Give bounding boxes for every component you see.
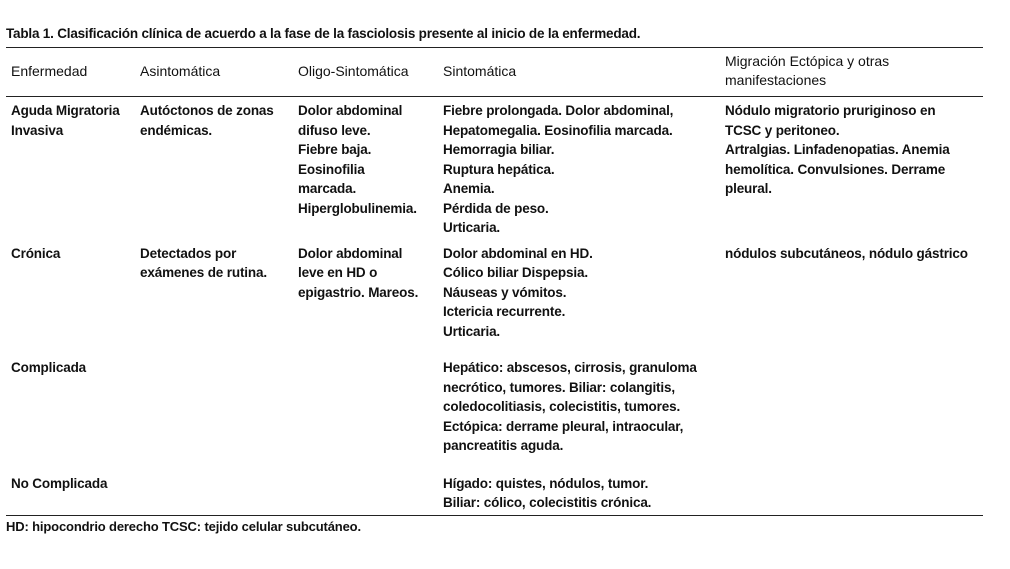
cell-enfermedad [6,358,135,474]
cell-line: pancreatitis aguda. [443,438,564,453]
cell-line: Dolor abdominal en HD. [443,245,593,261]
cell-line: Náuseas y vómitos. [443,284,567,300]
cell-line: nódulos subcutáneos, nódulo gástrico [725,245,968,261]
cell-line: Crónica [11,245,61,261]
cell-oligo-sintomatica [293,358,438,474]
table-caption: Tabla 1. Clasificación clínica de acuerdo a la fase de la fasciolosis presente al inicio de la enfermedad. [6,26,641,41]
cell-line: leve en HD o [298,265,378,280]
cell-oligo-sintomatica [293,97,438,244]
cell-line: Aguda Migratoria [11,103,120,118]
header-oligo-sintomatica: Oligo-Sintomática [293,48,438,97]
cell-line: marcada. [298,181,357,196]
cell-line: Fiebre baja. [298,142,372,157]
cell-line: Hepático: abscesos, cirrosis, granuloma [443,360,697,375]
cell-migracion-ectopica [720,97,983,244]
header-line: Migración Ectópica y otras [725,53,890,69]
header-row [6,48,983,97]
cell-migracion-ectopica [720,358,983,474]
cell-line: Anemia. [443,181,495,196]
cell-line: Urticaria. [443,220,501,235]
header-migracion-ectopica [720,48,983,97]
cell-line: Eosinofilia [298,161,365,177]
cell-line: Urticaria. [443,323,501,339]
cell-enfermedad [6,97,135,244]
cell-line: Ruptura hepática. [443,161,555,177]
cell-line: No Complicada [11,475,108,491]
cell-line: Pérdida de peso. [443,200,549,216]
classification-table [6,47,983,516]
cell-sintomatica [438,358,720,474]
header-asintomatica: Asintomática [135,48,293,97]
cell-line: Hemorragia biliar. [443,142,555,157]
header-sintomatica: Sintomática [438,48,720,97]
cell-asintomatica [135,358,293,474]
table-row [6,358,983,474]
cell-line: Dolor abdominal [298,245,403,261]
cell-asintomatica [135,244,293,359]
cell-sintomatica [438,474,720,516]
table-row [6,474,983,516]
table-row [6,97,983,244]
cell-line: epigastrio. Mareos. [298,284,419,300]
cell-asintomatica [135,474,293,516]
cell-line: Dolor abdominal [298,103,403,118]
cell-sintomatica [438,244,720,359]
cell-line: necrótico, tumores. Biliar: colangitis, [443,379,675,395]
header-line: manifestaciones [725,72,827,88]
cell-migracion-ectopica [720,244,983,359]
cell-line: Invasiva [11,122,64,138]
cell-sintomatica [438,97,720,244]
cell-line: hemolítica. Convulsiones. Derrame [725,161,946,177]
cell-line: Cólico biliar Dispepsia. [443,265,588,280]
cell-line: Hiperglobulinemia. [298,200,417,216]
cell-asintomatica [135,97,293,244]
cell-line: Ictericia recurrente. [443,304,566,319]
cell-oligo-sintomatica [293,244,438,359]
table-footnote: HD: hipocondrio derecho TCSC: tejido celular subcutáneo. [6,518,361,534]
cell-line: Fiebre prolongada. Dolor abdominal, [443,103,674,118]
cell-line: Biliar: cólico, colecistitis crónica. [443,495,652,510]
cell-line: pleural. [725,181,772,196]
cell-migracion-ectopica [720,474,983,516]
header-enfermedad: Enfermedad [6,48,135,97]
cell-line: Hepatomegalia. Eosinofilia marcada. [443,122,673,138]
table-row [6,244,983,359]
cell-enfermedad [6,474,135,516]
cell-line: Ectópica: derrame pleural, intraocular, [443,418,684,434]
cell-oligo-sintomatica [293,474,438,516]
cell-line: Hígado: quistes, nódulos, tumor. [443,475,649,491]
cell-line: Nódulo migratorio pruriginoso en [725,103,936,118]
cell-line: TCSC y peritoneo. [725,122,840,138]
cell-line: exámenes de rutina. [140,265,267,280]
cell-line: Artralgias. Linfadenopatias. Anemia [725,142,950,157]
cell-enfermedad [6,244,135,359]
cell-line: coledocolitiasis, colecistitis, tumores. [443,399,681,414]
cell-line: Complicada [11,360,87,375]
cell-line: Detectados por [140,245,237,261]
table-container [6,26,983,534]
cell-line: difuso leve. [298,122,371,138]
cell-line: Autóctonos de zonas [140,103,274,118]
cell-line: endémicas. [140,122,213,138]
